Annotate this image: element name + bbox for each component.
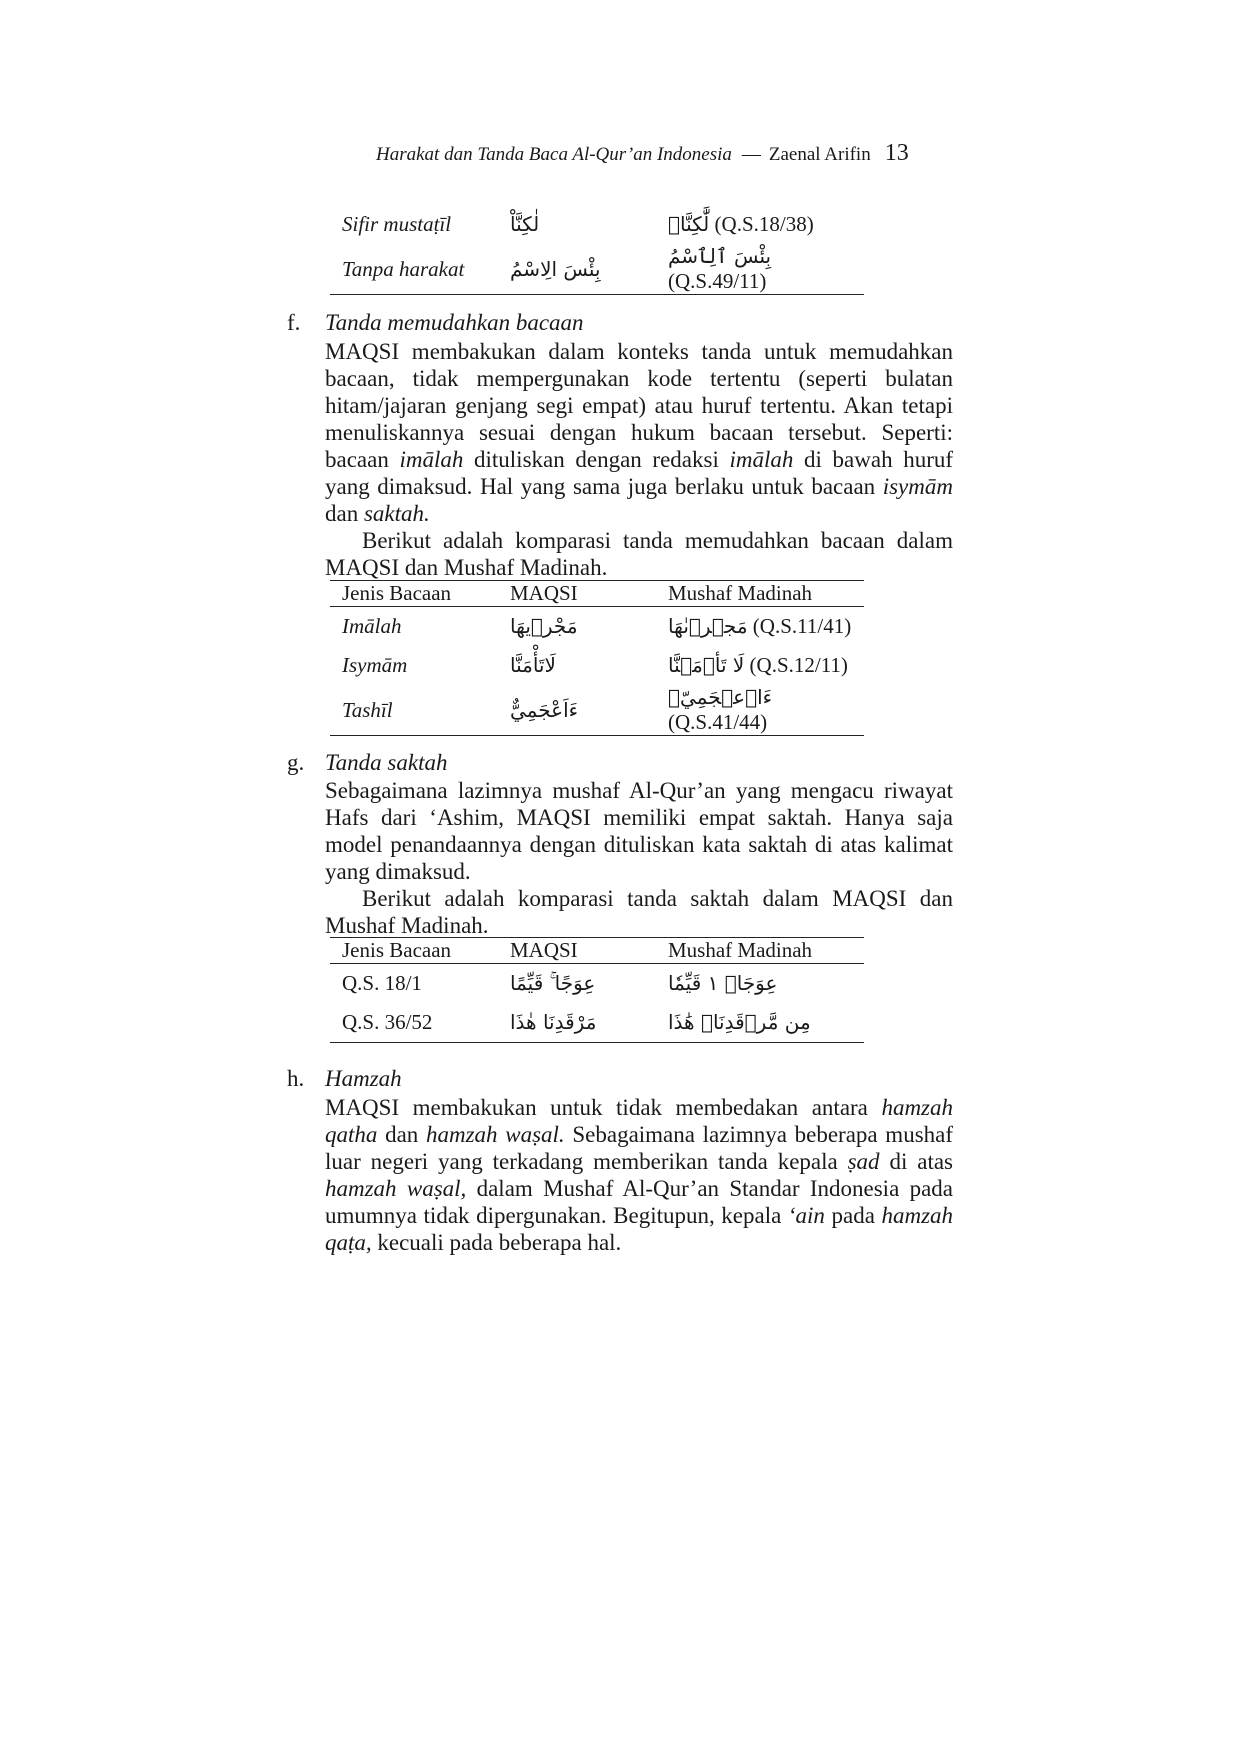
section-f-paragraph-1	[325, 338, 953, 527]
text: kecuali pada beberapa hal.	[377, 1230, 622, 1255]
table-row	[330, 1003, 864, 1043]
italic-term: ṣad	[847, 1149, 880, 1174]
text: MAQSI membakukan untuk tidak membedakan antara	[325, 1095, 868, 1120]
maqsi-arabic: مَرْقَدِنَا هٰذَا	[510, 1010, 597, 1034]
row-type: Tanpa harakat	[330, 244, 510, 295]
text: dalam Mushaf Al-Qur’an Standar Indonesia pada umumnya tidak dipergunakan. Begitupun, kepala	[325, 1176, 953, 1228]
table-row	[330, 607, 864, 647]
header-author: Zaenal Arifin	[768, 144, 871, 165]
text: di atas	[889, 1149, 953, 1174]
running-header	[376, 140, 956, 167]
italic-term: ‘ain	[787, 1203, 825, 1228]
section-label: g.	[287, 750, 305, 775]
row-type: Sifir mustaṭīl	[342, 212, 452, 236]
italic-term: isymām	[882, 474, 953, 499]
madinah-arabic: ءَا۬عۡجَمِيّٞ	[668, 685, 773, 709]
section-title: Tanda memudahkan bacaan	[325, 310, 584, 335]
section-f-paragraph-2: Berikut adalah komparasi tanda memudahkan bacaan dalam MAQSI dan Mushaf Madinah.	[325, 528, 953, 580]
text: pada	[831, 1203, 875, 1228]
section-h-heading	[287, 1066, 402, 1092]
col-header: MAQSI	[510, 581, 668, 607]
table-header-row	[330, 581, 864, 607]
row-type: Imālah	[342, 614, 402, 638]
section-title: Tanda saktah	[325, 750, 448, 775]
section-g-paragraph-2: Berikut adalah komparasi tanda saktah dalam MAQSI dan Mushaf Madinah.	[325, 886, 953, 938]
italic-term: hamzah waṣal,	[325, 1176, 467, 1201]
col-header: Jenis Bacaan	[330, 581, 510, 607]
section-label: f.	[287, 310, 301, 335]
maqsi-arabic: لٰكِنَّاْ	[510, 212, 540, 236]
page-number: 13	[884, 140, 909, 166]
verse-ref: (Q.S.41/44)	[668, 710, 768, 734]
table-row	[330, 244, 864, 295]
row-type: Q.S. 36/52	[330, 1003, 510, 1043]
section-g-paragraph-1: Sebagaimana lazimnya mushaf Al-Qur’an yang mengacu riwayat Hafs dari ‘Ashim, MAQSI memiliki empat saktah. Hanya saja model penandaannya dengan dituliskan kata saktah di atas kalimat yang dimaksud.	[325, 778, 953, 884]
row-type: Tashīl	[330, 685, 510, 736]
madinah-arabic: لَّٰكِنَّا۠	[668, 212, 710, 236]
col-header: Mushaf Madinah	[668, 581, 864, 607]
madinah-arabic: بِئْسَ ٱلِٱسْمُ	[668, 244, 772, 268]
table-top-continued	[330, 205, 864, 295]
verse-ref: (Q.S.18/38)	[714, 212, 814, 236]
italic-term: hamzah qaṭa,	[325, 1203, 954, 1255]
italic-term: imālah	[399, 447, 464, 472]
text: dituliskan dengan redaksi	[474, 447, 719, 472]
text: dan	[385, 1122, 419, 1147]
madinah-arabic: مَجۡرٜىٰهَا	[668, 614, 748, 638]
text: dan	[325, 501, 359, 526]
col-header: MAQSI	[510, 938, 668, 964]
section-title: Hamzah	[325, 1066, 402, 1091]
italic-term: hamzah waṣal.	[425, 1122, 565, 1147]
italic-term: saktah.	[363, 501, 430, 526]
maqsi-arabic: بِئْسَ الِاسْمُ	[510, 256, 601, 281]
maqsi-arabic: لَاتَأْمَنَّا	[510, 653, 556, 677]
col-header: Mushaf Madinah	[668, 938, 864, 964]
italic-term: imālah	[729, 447, 794, 472]
table-row	[330, 685, 864, 736]
section-h-paragraph	[325, 1094, 953, 1256]
text: di bawah huruf yang dimaksud. Hal yang sama juga berlaku untuk bacaan	[325, 447, 954, 499]
table-saktah	[330, 937, 864, 1043]
verse-ref: (Q.S.49/11)	[668, 269, 767, 293]
header-dash: —	[741, 144, 761, 165]
table-header-row	[330, 938, 864, 964]
table-row	[330, 964, 864, 1004]
section-g-heading	[287, 750, 447, 776]
madinah-arabic: مِن مَّرۡقَدِنَاۜ هَٰذَا	[668, 1010, 811, 1034]
italic-term: hamzah qatha	[325, 1095, 953, 1147]
table-row	[330, 205, 864, 244]
text: Sebagaimana lazimnya beberapa mushaf luar negeri yang terkadang memberikan tanda kepala	[325, 1122, 954, 1174]
verse-ref: (Q.S.11/41)	[752, 614, 852, 638]
section-label: h.	[287, 1066, 305, 1091]
header-title: Harakat dan Tanda Baca Al-Qur’an Indonesia	[376, 144, 732, 165]
section-f-heading	[287, 310, 584, 336]
row-type: Isymām	[342, 653, 408, 677]
maqsi-arabic: ءَاَعْجَمِيٌّ	[510, 697, 579, 722]
col-header: Jenis Bacaan	[330, 938, 510, 964]
table-tanda-memudahkan	[330, 580, 864, 736]
maqsi-arabic: عِوَجًا ۚ قَيِّمًا	[510, 971, 596, 995]
madinah-arabic: عِوَجَاۜ ١ قَيِّمٗا	[668, 971, 778, 995]
row-type: Q.S. 18/1	[342, 971, 422, 995]
maqsi-arabic: مَجْرٖيهَا	[510, 614, 578, 638]
table-row	[330, 646, 864, 685]
verse-ref: (Q.S.12/11)	[749, 653, 848, 677]
madinah-arabic: لَا تَأۡمَ۫نَّا	[668, 653, 745, 677]
text: MAQSI membakukan dalam konteks tanda untuk memudahkan bacaan, tidak mempergunakan kode tertentu (seperti bulatan hitam/jajaran genjang segi empat) atau huruf tertentu. Akan tetapi menuliskannya sesuai dengan hukum bacaan tersebut. Seperti: bacaan	[325, 339, 953, 472]
